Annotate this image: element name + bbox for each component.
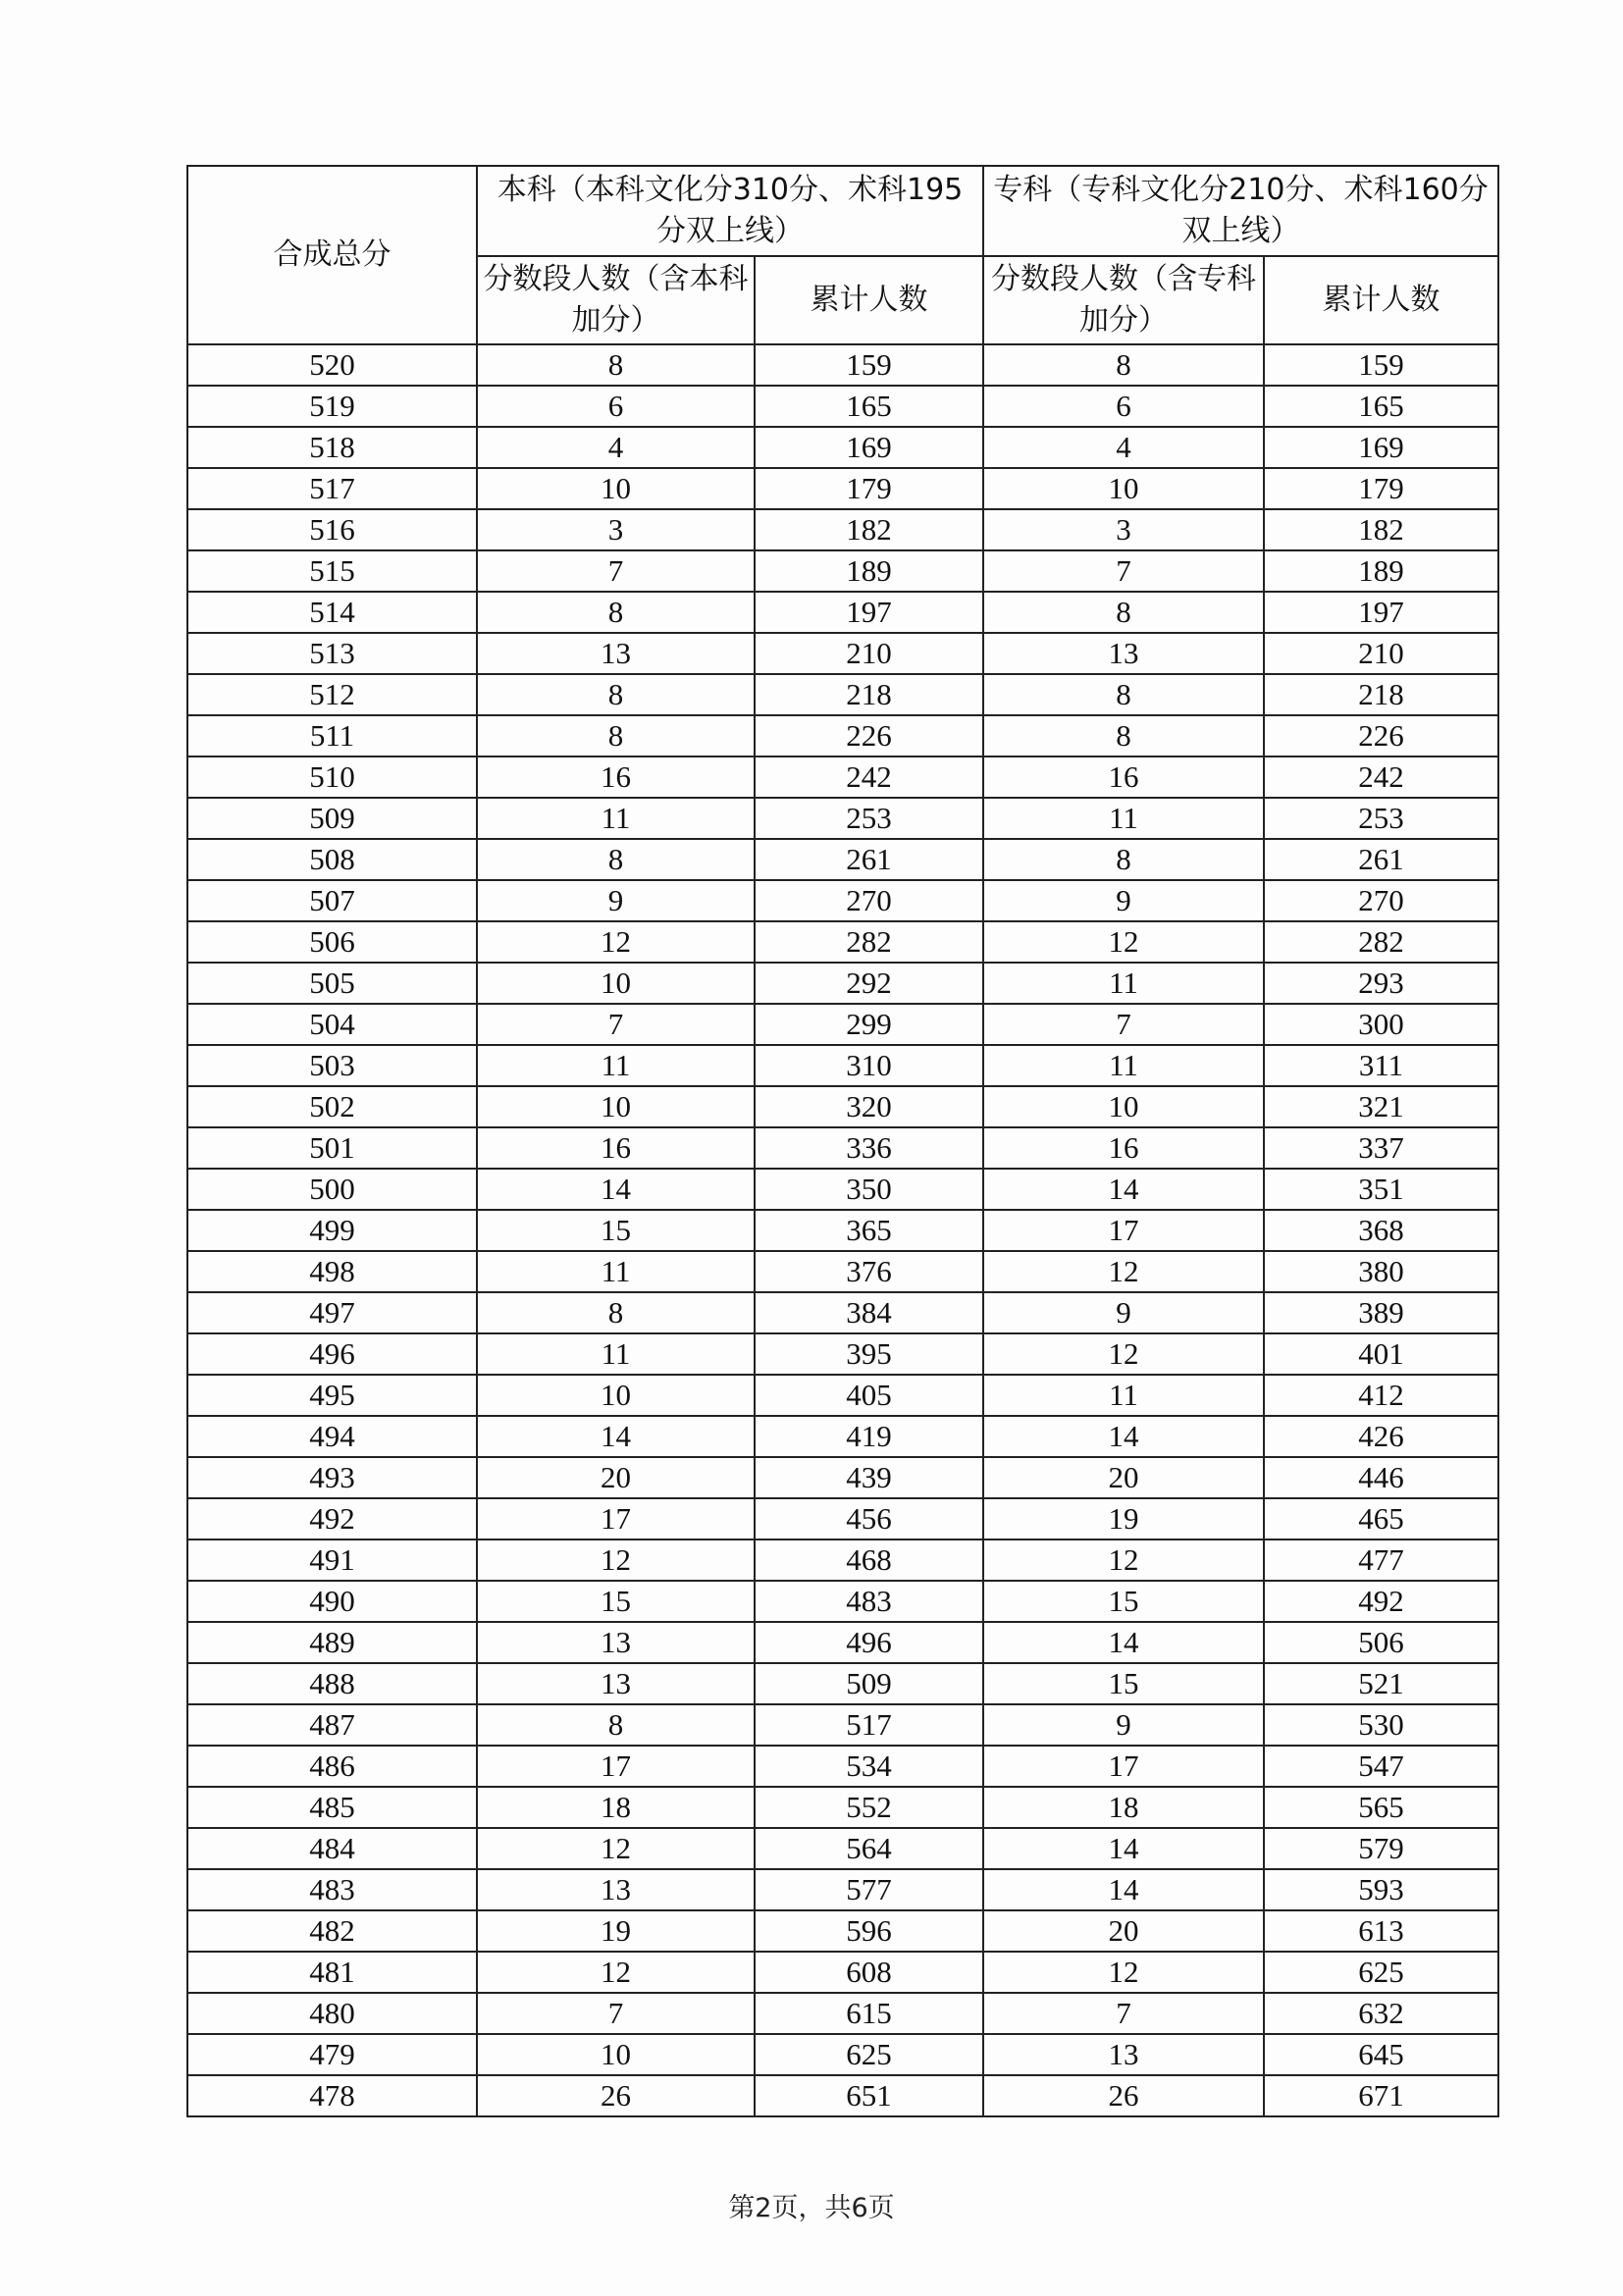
table-row bbox=[187, 798, 1498, 839]
ug-cumulative-count-cell: 608 bbox=[755, 1952, 983, 1993]
college-segment-count-cell: 3 bbox=[983, 509, 1264, 550]
college-cumulative-count-cell: 165 bbox=[1264, 386, 1498, 427]
total-score-cell: 485 bbox=[187, 1787, 477, 1828]
table-row bbox=[187, 1910, 1498, 1952]
total-score-cell: 486 bbox=[187, 1746, 477, 1787]
table-row bbox=[187, 880, 1498, 921]
total-score-cell: 514 bbox=[187, 592, 477, 633]
table-row bbox=[187, 1375, 1498, 1416]
ug-cumulative-count-cell: 320 bbox=[755, 1086, 983, 1127]
college-segment-count-cell: 11 bbox=[983, 1375, 1264, 1416]
college-segment-count-cell: 17 bbox=[983, 1746, 1264, 1787]
college-cumulative-count-cell: 300 bbox=[1264, 1004, 1498, 1045]
ug-cumulative-count-cell: 509 bbox=[755, 1663, 983, 1704]
ug-segment-count-cell: 12 bbox=[477, 921, 755, 963]
college-segment-count-cell: 7 bbox=[983, 1993, 1264, 2034]
table-row bbox=[187, 1993, 1498, 2034]
college-cumulative-count-cell: 389 bbox=[1264, 1292, 1498, 1333]
college-segment-count-cell: 9 bbox=[983, 1292, 1264, 1333]
college-cumulative-count-cell: 477 bbox=[1264, 1539, 1498, 1581]
ug-segment-count-cell: 8 bbox=[477, 1292, 755, 1333]
total-score-cell: 490 bbox=[187, 1581, 477, 1622]
ug-cumulative-count-cell: 197 bbox=[755, 592, 983, 633]
college-cumulative-count-cell: 321 bbox=[1264, 1086, 1498, 1127]
college-cumulative-count-cell: 179 bbox=[1264, 468, 1498, 509]
college-cumulative-count-cell: 159 bbox=[1264, 344, 1498, 386]
college-cumulative-count-cell: 197 bbox=[1264, 592, 1498, 633]
college-segment-count-cell: 11 bbox=[983, 963, 1264, 1004]
table-row bbox=[187, 1127, 1498, 1169]
table-row bbox=[187, 1704, 1498, 1746]
total-score-cell: 520 bbox=[187, 344, 477, 386]
ug-segment-count-cell: 8 bbox=[477, 1704, 755, 1746]
table-row bbox=[187, 2075, 1498, 2116]
ug-cumulative-count-cell: 210 bbox=[755, 633, 983, 674]
college-segment-count-cell: 9 bbox=[983, 1704, 1264, 1746]
ug-segment-count-cell: 4 bbox=[477, 427, 755, 468]
total-score-cell: 496 bbox=[187, 1333, 477, 1375]
ug-cumulative-count-cell: 456 bbox=[755, 1498, 983, 1539]
college-cumulative-count-cell: 506 bbox=[1264, 1622, 1498, 1663]
header-ug-cumulative-count: 累计人数 bbox=[755, 256, 983, 344]
college-segment-count-cell: 14 bbox=[983, 1622, 1264, 1663]
table-row bbox=[187, 1004, 1498, 1045]
ug-cumulative-count-cell: 218 bbox=[755, 674, 983, 715]
ug-cumulative-count-cell: 384 bbox=[755, 1292, 983, 1333]
college-segment-count-cell: 8 bbox=[983, 592, 1264, 633]
ug-cumulative-count-cell: 395 bbox=[755, 1333, 983, 1375]
ug-segment-count-cell: 16 bbox=[477, 1127, 755, 1169]
ug-cumulative-count-cell: 270 bbox=[755, 880, 983, 921]
college-cumulative-count-cell: 189 bbox=[1264, 550, 1498, 592]
total-score-cell: 482 bbox=[187, 1910, 477, 1952]
table-row bbox=[187, 839, 1498, 880]
table-row bbox=[187, 1333, 1498, 1375]
ug-cumulative-count-cell: 517 bbox=[755, 1704, 983, 1746]
college-segment-count-cell: 20 bbox=[983, 1457, 1264, 1498]
table-row bbox=[187, 633, 1498, 674]
ug-segment-count-cell: 13 bbox=[477, 1622, 755, 1663]
header-ug-segment-count: 分数段人数（含本科加分） bbox=[477, 256, 755, 344]
college-cumulative-count-cell: 579 bbox=[1264, 1828, 1498, 1869]
college-cumulative-count-cell: 253 bbox=[1264, 798, 1498, 839]
ug-cumulative-count-cell: 625 bbox=[755, 2034, 983, 2075]
ug-segment-count-cell: 12 bbox=[477, 1828, 755, 1869]
total-score-cell: 506 bbox=[187, 921, 477, 963]
ug-segment-count-cell: 10 bbox=[477, 468, 755, 509]
ug-segment-count-cell: 3 bbox=[477, 509, 755, 550]
ug-cumulative-count-cell: 365 bbox=[755, 1210, 983, 1251]
college-segment-count-cell: 13 bbox=[983, 2034, 1264, 2075]
ug-cumulative-count-cell: 169 bbox=[755, 427, 983, 468]
ug-cumulative-count-cell: 439 bbox=[755, 1457, 983, 1498]
table-row bbox=[187, 1498, 1498, 1539]
ug-cumulative-count-cell: 552 bbox=[755, 1787, 983, 1828]
score-distribution-table bbox=[186, 165, 1499, 2117]
college-segment-count-cell: 10 bbox=[983, 1086, 1264, 1127]
total-score-cell: 479 bbox=[187, 2034, 477, 2075]
ug-segment-count-cell: 10 bbox=[477, 1375, 755, 1416]
total-score-cell: 487 bbox=[187, 1704, 477, 1746]
college-segment-count-cell: 14 bbox=[983, 1869, 1264, 1910]
college-segment-count-cell: 10 bbox=[983, 468, 1264, 509]
college-segment-count-cell: 12 bbox=[983, 1952, 1264, 1993]
ug-segment-count-cell: 26 bbox=[477, 2075, 755, 2116]
total-score-cell: 513 bbox=[187, 633, 477, 674]
college-segment-count-cell: 17 bbox=[983, 1210, 1264, 1251]
table-row bbox=[187, 1210, 1498, 1251]
total-score-cell: 498 bbox=[187, 1251, 477, 1292]
ug-segment-count-cell: 6 bbox=[477, 386, 755, 427]
table-row bbox=[187, 921, 1498, 963]
ug-segment-count-cell: 7 bbox=[477, 1004, 755, 1045]
college-segment-count-cell: 14 bbox=[983, 1828, 1264, 1869]
header-college: 专科（专科文化分210分、术科160分双上线） bbox=[983, 166, 1498, 256]
table-row bbox=[187, 757, 1498, 798]
table-row bbox=[187, 1292, 1498, 1333]
table-body bbox=[187, 344, 1498, 2116]
ug-segment-count-cell: 9 bbox=[477, 880, 755, 921]
ug-segment-count-cell: 11 bbox=[477, 1045, 755, 1086]
total-score-cell: 516 bbox=[187, 509, 477, 550]
college-segment-count-cell: 15 bbox=[983, 1663, 1264, 1704]
college-segment-count-cell: 4 bbox=[983, 427, 1264, 468]
table-row bbox=[187, 386, 1498, 427]
college-segment-count-cell: 12 bbox=[983, 921, 1264, 963]
total-score-cell: 489 bbox=[187, 1622, 477, 1663]
college-cumulative-count-cell: 565 bbox=[1264, 1787, 1498, 1828]
table-row bbox=[187, 592, 1498, 633]
ug-segment-count-cell: 8 bbox=[477, 592, 755, 633]
college-cumulative-count-cell: 242 bbox=[1264, 757, 1498, 798]
college-cumulative-count-cell: 169 bbox=[1264, 427, 1498, 468]
college-cumulative-count-cell: 625 bbox=[1264, 1952, 1498, 1993]
ug-segment-count-cell: 12 bbox=[477, 1539, 755, 1581]
ug-cumulative-count-cell: 350 bbox=[755, 1169, 983, 1210]
college-segment-count-cell: 19 bbox=[983, 1498, 1264, 1539]
ug-cumulative-count-cell: 182 bbox=[755, 509, 983, 550]
college-cumulative-count-cell: 401 bbox=[1264, 1333, 1498, 1375]
table-row bbox=[187, 1828, 1498, 1869]
ug-segment-count-cell: 19 bbox=[477, 1910, 755, 1952]
total-score-cell: 500 bbox=[187, 1169, 477, 1210]
ug-cumulative-count-cell: 165 bbox=[755, 386, 983, 427]
ug-segment-count-cell: 7 bbox=[477, 1993, 755, 2034]
total-score-cell: 491 bbox=[187, 1539, 477, 1581]
college-cumulative-count-cell: 426 bbox=[1264, 1416, 1498, 1457]
ug-segment-count-cell: 15 bbox=[477, 1581, 755, 1622]
ug-segment-count-cell: 18 bbox=[477, 1787, 755, 1828]
total-score-cell: 508 bbox=[187, 839, 477, 880]
total-score-cell: 503 bbox=[187, 1045, 477, 1086]
ug-cumulative-count-cell: 253 bbox=[755, 798, 983, 839]
ug-cumulative-count-cell: 483 bbox=[755, 1581, 983, 1622]
college-segment-count-cell: 7 bbox=[983, 550, 1264, 592]
ug-cumulative-count-cell: 419 bbox=[755, 1416, 983, 1457]
total-score-cell: 497 bbox=[187, 1292, 477, 1333]
ug-segment-count-cell: 16 bbox=[477, 757, 755, 798]
ug-segment-count-cell: 14 bbox=[477, 1416, 755, 1457]
page-number: 第2页，共6页 bbox=[728, 2193, 895, 2223]
college-segment-count-cell: 18 bbox=[983, 1787, 1264, 1828]
total-score-cell: 517 bbox=[187, 468, 477, 509]
ug-cumulative-count-cell: 615 bbox=[755, 1993, 983, 2034]
total-score-cell: 512 bbox=[187, 674, 477, 715]
total-score-cell: 507 bbox=[187, 880, 477, 921]
header-total-score: 合成总分 bbox=[187, 166, 477, 344]
college-segment-count-cell: 20 bbox=[983, 1910, 1264, 1952]
ug-segment-count-cell: 10 bbox=[477, 2034, 755, 2075]
total-score-cell: 478 bbox=[187, 2075, 477, 2116]
ug-segment-count-cell: 13 bbox=[477, 633, 755, 674]
ug-segment-count-cell: 13 bbox=[477, 1663, 755, 1704]
table-row bbox=[187, 427, 1498, 468]
ug-segment-count-cell: 8 bbox=[477, 344, 755, 386]
college-cumulative-count-cell: 218 bbox=[1264, 674, 1498, 715]
college-segment-count-cell: 8 bbox=[983, 674, 1264, 715]
table-row bbox=[187, 1622, 1498, 1663]
college-segment-count-cell: 16 bbox=[983, 1127, 1264, 1169]
ug-cumulative-count-cell: 534 bbox=[755, 1746, 983, 1787]
ug-cumulative-count-cell: 564 bbox=[755, 1828, 983, 1869]
college-segment-count-cell: 16 bbox=[983, 757, 1264, 798]
ug-cumulative-count-cell: 405 bbox=[755, 1375, 983, 1416]
college-cumulative-count-cell: 337 bbox=[1264, 1127, 1498, 1169]
table-row bbox=[187, 1746, 1498, 1787]
college-segment-count-cell: 8 bbox=[983, 715, 1264, 757]
header-college-segment-count: 分数段人数（含专科加分） bbox=[983, 256, 1264, 344]
total-score-cell: 505 bbox=[187, 963, 477, 1004]
total-score-cell: 511 bbox=[187, 715, 477, 757]
college-cumulative-count-cell: 210 bbox=[1264, 633, 1498, 674]
college-cumulative-count-cell: 465 bbox=[1264, 1498, 1498, 1539]
ug-cumulative-count-cell: 596 bbox=[755, 1910, 983, 1952]
total-score-cell: 509 bbox=[187, 798, 477, 839]
table-row bbox=[187, 963, 1498, 1004]
college-cumulative-count-cell: 521 bbox=[1264, 1663, 1498, 1704]
ug-segment-count-cell: 17 bbox=[477, 1498, 755, 1539]
college-segment-count-cell: 12 bbox=[983, 1539, 1264, 1581]
total-score-cell: 481 bbox=[187, 1952, 477, 1993]
college-cumulative-count-cell: 492 bbox=[1264, 1581, 1498, 1622]
ug-cumulative-count-cell: 310 bbox=[755, 1045, 983, 1086]
college-cumulative-count-cell: 261 bbox=[1264, 839, 1498, 880]
ug-segment-count-cell: 14 bbox=[477, 1169, 755, 1210]
ug-cumulative-count-cell: 159 bbox=[755, 344, 983, 386]
table-row bbox=[187, 344, 1498, 386]
ug-cumulative-count-cell: 292 bbox=[755, 963, 983, 1004]
college-cumulative-count-cell: 282 bbox=[1264, 921, 1498, 963]
college-segment-count-cell: 12 bbox=[983, 1251, 1264, 1292]
college-cumulative-count-cell: 311 bbox=[1264, 1045, 1498, 1086]
ug-cumulative-count-cell: 261 bbox=[755, 839, 983, 880]
college-cumulative-count-cell: 446 bbox=[1264, 1457, 1498, 1498]
college-segment-count-cell: 8 bbox=[983, 344, 1264, 386]
college-segment-count-cell: 7 bbox=[983, 1004, 1264, 1045]
college-cumulative-count-cell: 368 bbox=[1264, 1210, 1498, 1251]
table-row bbox=[187, 1663, 1498, 1704]
total-score-cell: 495 bbox=[187, 1375, 477, 1416]
ug-segment-count-cell: 11 bbox=[477, 1333, 755, 1375]
ug-segment-count-cell: 11 bbox=[477, 1251, 755, 1292]
college-segment-count-cell: 12 bbox=[983, 1333, 1264, 1375]
ug-segment-count-cell: 15 bbox=[477, 1210, 755, 1251]
total-score-cell: 492 bbox=[187, 1498, 477, 1539]
ug-segment-count-cell: 10 bbox=[477, 1086, 755, 1127]
total-score-cell: 484 bbox=[187, 1828, 477, 1869]
college-cumulative-count-cell: 632 bbox=[1264, 1993, 1498, 2034]
college-cumulative-count-cell: 613 bbox=[1264, 1910, 1498, 1952]
college-cumulative-count-cell: 547 bbox=[1264, 1746, 1498, 1787]
college-segment-count-cell: 9 bbox=[983, 880, 1264, 921]
total-score-cell: 515 bbox=[187, 550, 477, 592]
table-row bbox=[187, 1787, 1498, 1828]
college-cumulative-count-cell: 412 bbox=[1264, 1375, 1498, 1416]
ug-cumulative-count-cell: 282 bbox=[755, 921, 983, 963]
ug-segment-count-cell: 20 bbox=[477, 1457, 755, 1498]
ug-cumulative-count-cell: 651 bbox=[755, 2075, 983, 2116]
total-score-cell: 499 bbox=[187, 1210, 477, 1251]
ug-segment-count-cell: 13 bbox=[477, 1869, 755, 1910]
ug-segment-count-cell: 12 bbox=[477, 1952, 755, 1993]
total-score-cell: 510 bbox=[187, 757, 477, 798]
table-row bbox=[187, 1581, 1498, 1622]
table-row bbox=[187, 1251, 1498, 1292]
table-row bbox=[187, 1045, 1498, 1086]
ug-cumulative-count-cell: 179 bbox=[755, 468, 983, 509]
total-score-cell: 518 bbox=[187, 427, 477, 468]
college-segment-count-cell: 26 bbox=[983, 2075, 1264, 2116]
table-row bbox=[187, 1086, 1498, 1127]
ug-cumulative-count-cell: 189 bbox=[755, 550, 983, 592]
total-score-cell: 480 bbox=[187, 1993, 477, 2034]
total-score-cell: 483 bbox=[187, 1869, 477, 1910]
table-row bbox=[187, 550, 1498, 592]
ug-segment-count-cell: 8 bbox=[477, 674, 755, 715]
table-row bbox=[187, 468, 1498, 509]
header-college-cumulative-count: 累计人数 bbox=[1264, 256, 1498, 344]
table-row bbox=[187, 1169, 1498, 1210]
ug-segment-count-cell: 10 bbox=[477, 963, 755, 1004]
ug-segment-count-cell: 8 bbox=[477, 839, 755, 880]
ug-cumulative-count-cell: 242 bbox=[755, 757, 983, 798]
total-score-cell: 519 bbox=[187, 386, 477, 427]
ug-cumulative-count-cell: 496 bbox=[755, 1622, 983, 1663]
college-cumulative-count-cell: 182 bbox=[1264, 509, 1498, 550]
table-row bbox=[187, 674, 1498, 715]
total-score-cell: 504 bbox=[187, 1004, 477, 1045]
table-row bbox=[187, 1869, 1498, 1910]
total-score-cell: 493 bbox=[187, 1457, 477, 1498]
college-segment-count-cell: 11 bbox=[983, 798, 1264, 839]
college-cumulative-count-cell: 380 bbox=[1264, 1251, 1498, 1292]
college-segment-count-cell: 14 bbox=[983, 1416, 1264, 1457]
college-cumulative-count-cell: 593 bbox=[1264, 1869, 1498, 1910]
college-cumulative-count-cell: 226 bbox=[1264, 715, 1498, 757]
ug-segment-count-cell: 7 bbox=[477, 550, 755, 592]
table-row bbox=[187, 1457, 1498, 1498]
college-segment-count-cell: 11 bbox=[983, 1045, 1264, 1086]
ug-cumulative-count-cell: 468 bbox=[755, 1539, 983, 1581]
table-row bbox=[187, 2034, 1498, 2075]
total-score-cell: 494 bbox=[187, 1416, 477, 1457]
ug-cumulative-count-cell: 336 bbox=[755, 1127, 983, 1169]
college-cumulative-count-cell: 530 bbox=[1264, 1704, 1498, 1746]
header-undergraduate: 本科（本科文化分310分、术科195分双上线） bbox=[477, 166, 983, 256]
table-row bbox=[187, 1952, 1498, 1993]
total-score-cell: 501 bbox=[187, 1127, 477, 1169]
ug-cumulative-count-cell: 299 bbox=[755, 1004, 983, 1045]
college-cumulative-count-cell: 351 bbox=[1264, 1169, 1498, 1210]
total-score-cell: 502 bbox=[187, 1086, 477, 1127]
college-segment-count-cell: 6 bbox=[983, 386, 1264, 427]
table-row bbox=[187, 509, 1498, 550]
ug-cumulative-count-cell: 577 bbox=[755, 1869, 983, 1910]
college-segment-count-cell: 8 bbox=[983, 839, 1264, 880]
ug-segment-count-cell: 11 bbox=[477, 798, 755, 839]
college-cumulative-count-cell: 293 bbox=[1264, 963, 1498, 1004]
total-score-cell: 488 bbox=[187, 1663, 477, 1704]
ug-segment-count-cell: 8 bbox=[477, 715, 755, 757]
table-row bbox=[187, 1416, 1498, 1457]
college-segment-count-cell: 15 bbox=[983, 1581, 1264, 1622]
table-row bbox=[187, 715, 1498, 757]
table-row bbox=[187, 1539, 1498, 1581]
college-cumulative-count-cell: 671 bbox=[1264, 2075, 1498, 2116]
college-cumulative-count-cell: 645 bbox=[1264, 2034, 1498, 2075]
ug-cumulative-count-cell: 376 bbox=[755, 1251, 983, 1292]
ug-segment-count-cell: 17 bbox=[477, 1746, 755, 1787]
college-segment-count-cell: 13 bbox=[983, 633, 1264, 674]
college-segment-count-cell: 14 bbox=[983, 1169, 1264, 1210]
college-cumulative-count-cell: 270 bbox=[1264, 880, 1498, 921]
ug-cumulative-count-cell: 226 bbox=[755, 715, 983, 757]
